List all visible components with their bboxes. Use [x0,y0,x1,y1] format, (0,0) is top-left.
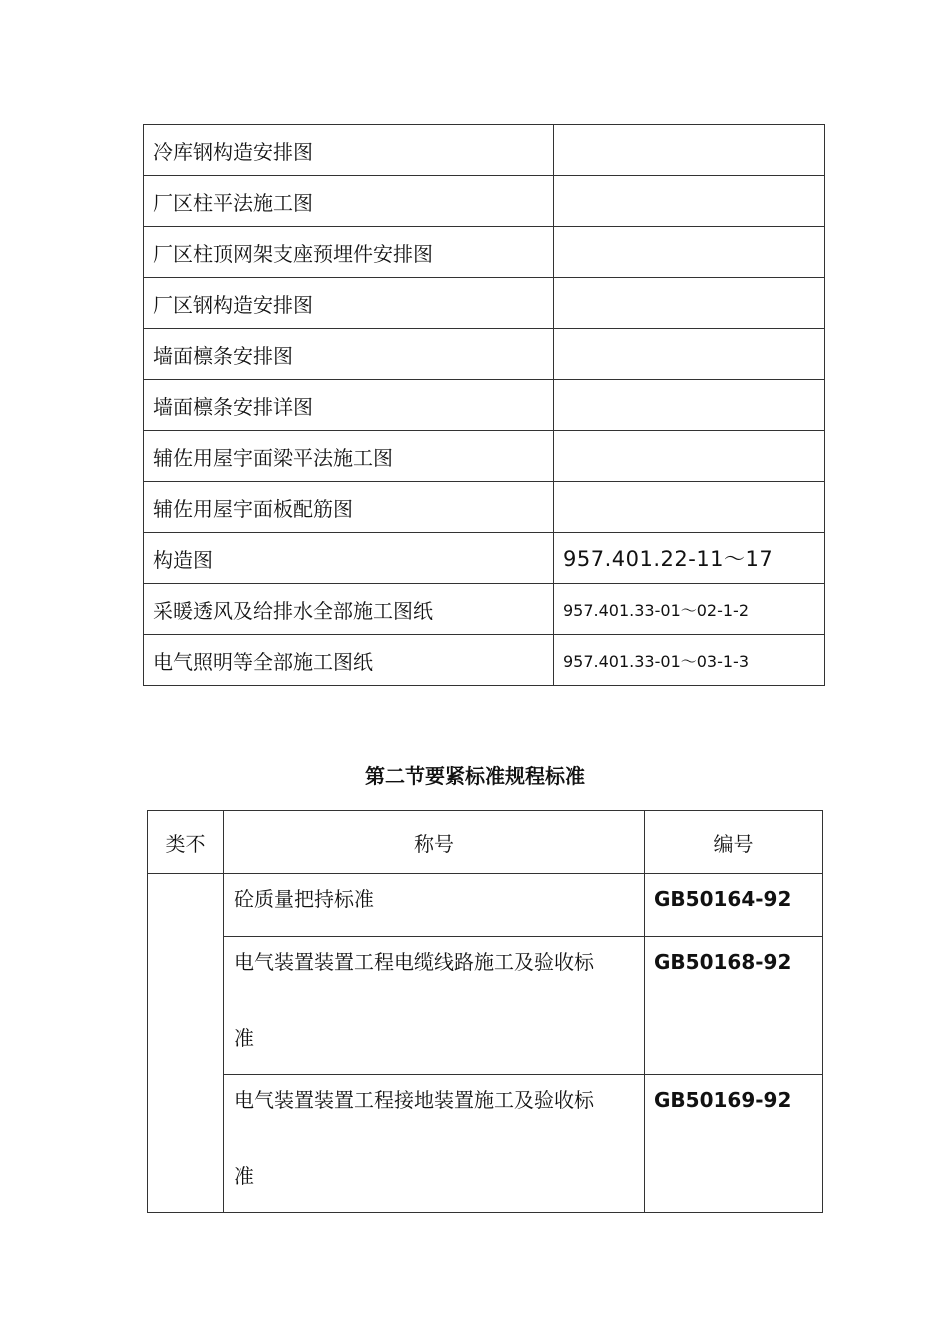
table-row [148,874,823,937]
drawing-name: 采暖透风及给排水全部施工图纸 [144,584,554,635]
drawing-name: 构造图 [144,533,554,584]
drawing-name: 厂区柱平法施工图 [144,176,554,227]
standard-name-line: 电气装置装置工程接地装置施工及验收标 [234,1088,594,1112]
drawing-name: 墙面檩条安排详图 [144,380,554,431]
drawing-name: 冷库钢构造安排图 [144,125,554,176]
table-row [144,482,825,533]
standard-code-text: GB50168-92 [654,950,792,974]
drawing-code: 957.401.33-01～02-1-2 [554,584,825,635]
standard-code [645,1075,823,1213]
table-row [144,278,825,329]
table-row [144,329,825,380]
table-row [144,635,825,686]
header-name: 称号 [224,811,645,874]
drawing-code: 957.401.33-01～03-1-3 [554,635,825,686]
drawing-code [554,227,825,278]
drawing-code [554,329,825,380]
standard-name-line: 准 [234,1164,254,1188]
drawing-name: 厂区钢构造安排图 [144,278,554,329]
standard-name [224,874,645,937]
table-row [144,176,825,227]
standard-name-line: 准 [234,1026,254,1050]
drawing-code [554,482,825,533]
table-row [148,1075,823,1213]
header-code: 编号 [645,811,823,874]
drawing-name: 辅佐用屋宇面板配筋图 [144,482,554,533]
drawing-name: 辅佐用屋宇面梁平法施工图 [144,431,554,482]
table-row [144,125,825,176]
drawing-code: 957.401.22-11～17 [554,533,825,584]
table-row [144,380,825,431]
header-category: 类不 [148,811,224,874]
table-row [144,533,825,584]
standards-table [147,810,823,1213]
standard-code [645,937,823,1075]
standard-code-text: GB50164-92 [654,887,792,911]
table-row [144,431,825,482]
standard-name [224,1075,645,1213]
table-header-row [148,811,823,874]
drawing-name: 墙面檩条安排图 [144,329,554,380]
standard-code [645,874,823,937]
standard-name [224,937,645,1075]
drawing-name: 厂区柱顶网架支座预埋件安排图 [144,227,554,278]
drawings-table [143,124,825,686]
category-cell [148,874,224,1213]
table-row [144,227,825,278]
drawing-code [554,278,825,329]
drawing-name: 电气照明等全部施工图纸 [144,635,554,686]
drawing-code [554,176,825,227]
standard-name-line: 砼质量把持标准 [234,887,374,911]
drawing-code [554,431,825,482]
section-title: 第二节要紧标准规程标准 [365,764,585,788]
table-row [148,937,823,1075]
drawing-code [554,380,825,431]
standard-code-text: GB50169-92 [654,1088,792,1112]
standard-name-line: 电气装置装置工程电缆线路施工及验收标 [234,950,594,974]
table-row [144,584,825,635]
drawing-code [554,125,825,176]
